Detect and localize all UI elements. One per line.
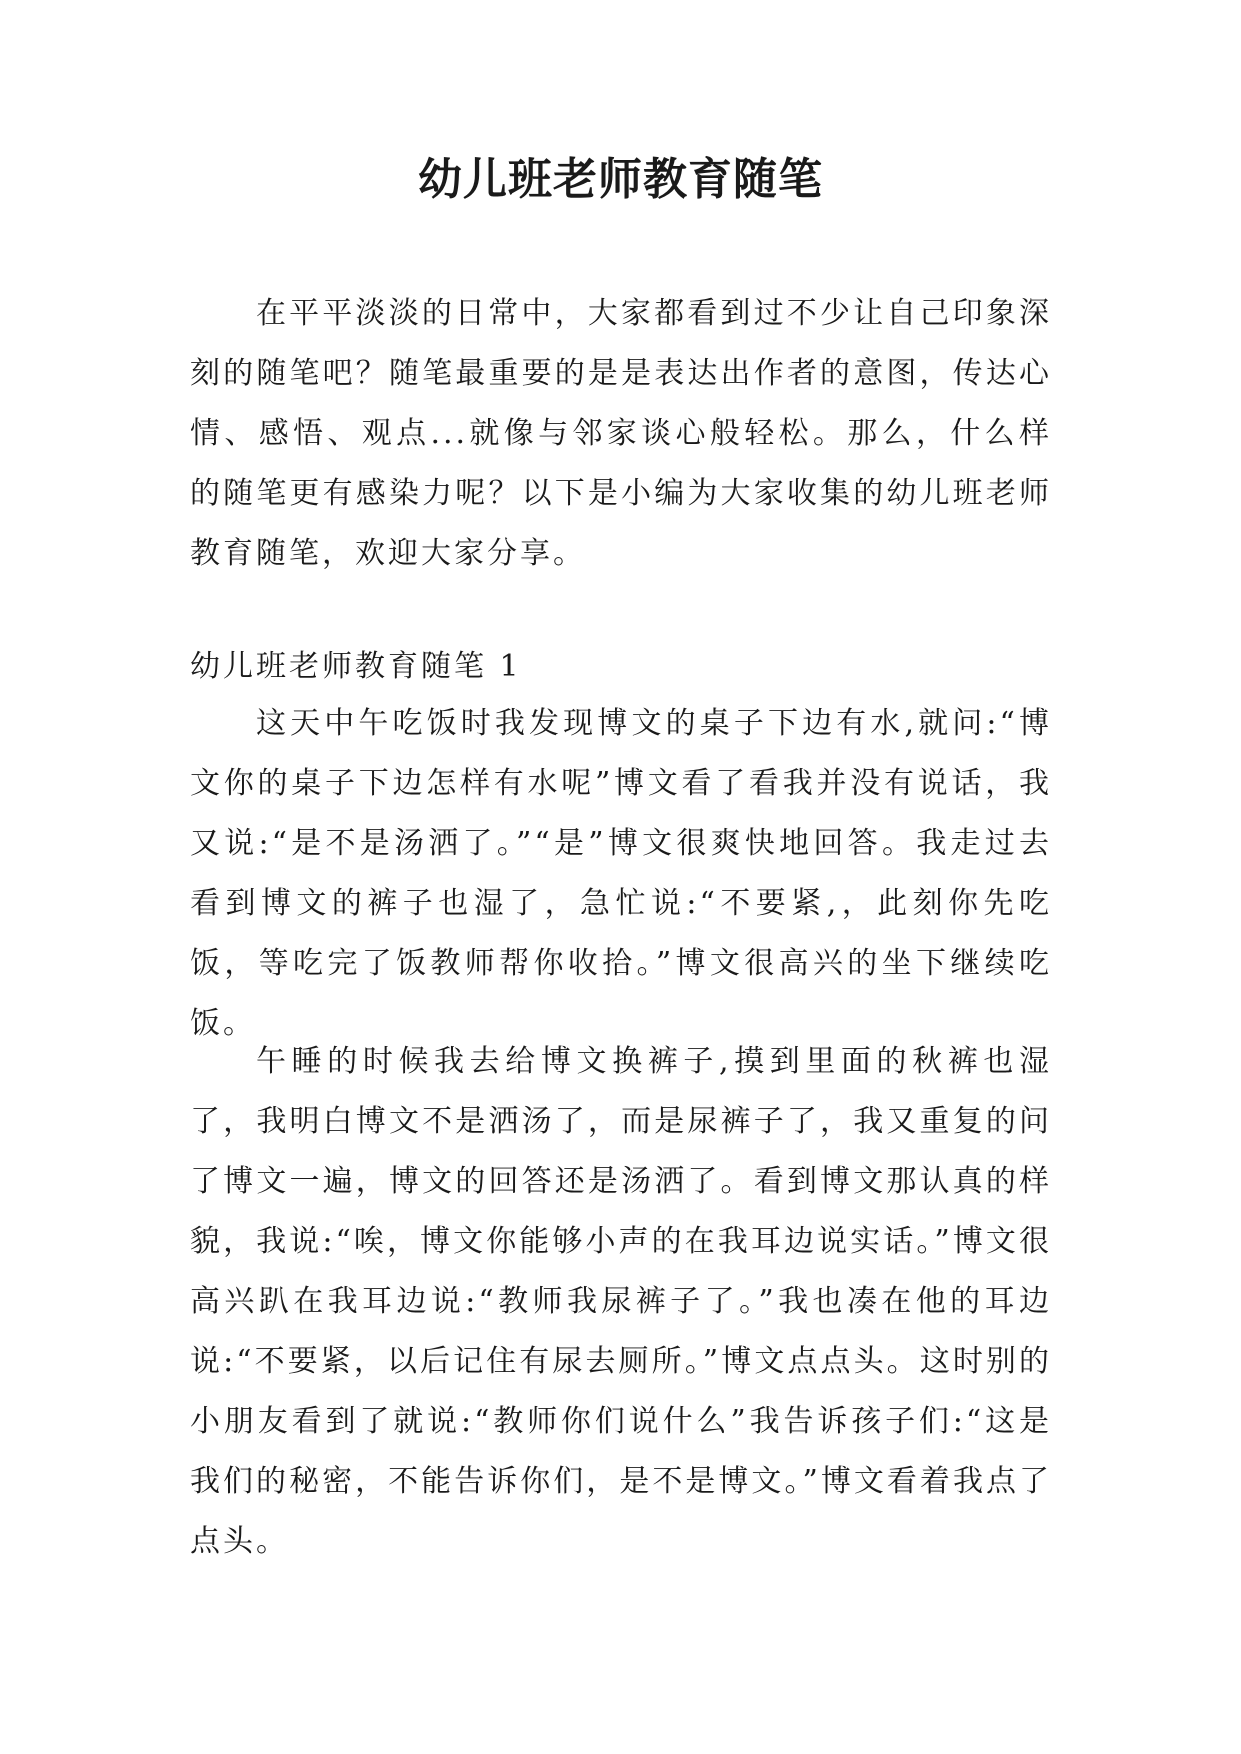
document-title: 幼儿班老师教育随笔	[418, 154, 823, 205]
intro-paragraph: 在平平淡淡的日常中，大家都看到过不少让自己印象深刻的随笔吧？随笔最重要的是是表达出作者的意图，传达心情、感悟、观点...就像与邻家谈心般轻松。那么，什么样的随笔更有感染力呢？以下是小编为大家收集的幼儿班老师教育随笔，欢迎大家分享。	[190, 296, 1052, 571]
body-paragraph-1: 这天中午吃饭时我发现博文的桌子下边有水,就问:“博文你的桌子下边怎样有水呢”博文看了看我并没有说话，我又说:“是不是汤洒了。”“是”博文很爽快地回答。我走过去看到博文的裤子也湿了，急忙说:“不要紧,，此刻你先吃饭，等吃完了饭教师帮你收拾。”博文很高兴的坐下继续吃饭。	[190, 706, 1052, 1041]
body-paragraph-2: 午睡的时候我去给博文换裤子,摸到里面的秋裤也湿了，我明白博文不是洒汤了，而是尿裤子了，我又重复的问了博文一遍，博文的回答还是汤洒了。看到博文那认真的样貌，我说:“唉，博文你能够小声的在我耳边说实话。”博文很高兴趴在我耳边说:“教师我尿裤子了。”我也凑在他的耳边说:“不要紧，以后记住有尿去厕所。”博文点点头。这时别的小朋友看到了就说:“教师你们说什么”我告诉孩子们:“这是我们的秘密，不能告诉你们，是不是博文。”博文看着我点了点头。	[190, 1044, 1052, 1559]
section-heading: 幼儿班老师教育随笔 1	[190, 649, 522, 684]
